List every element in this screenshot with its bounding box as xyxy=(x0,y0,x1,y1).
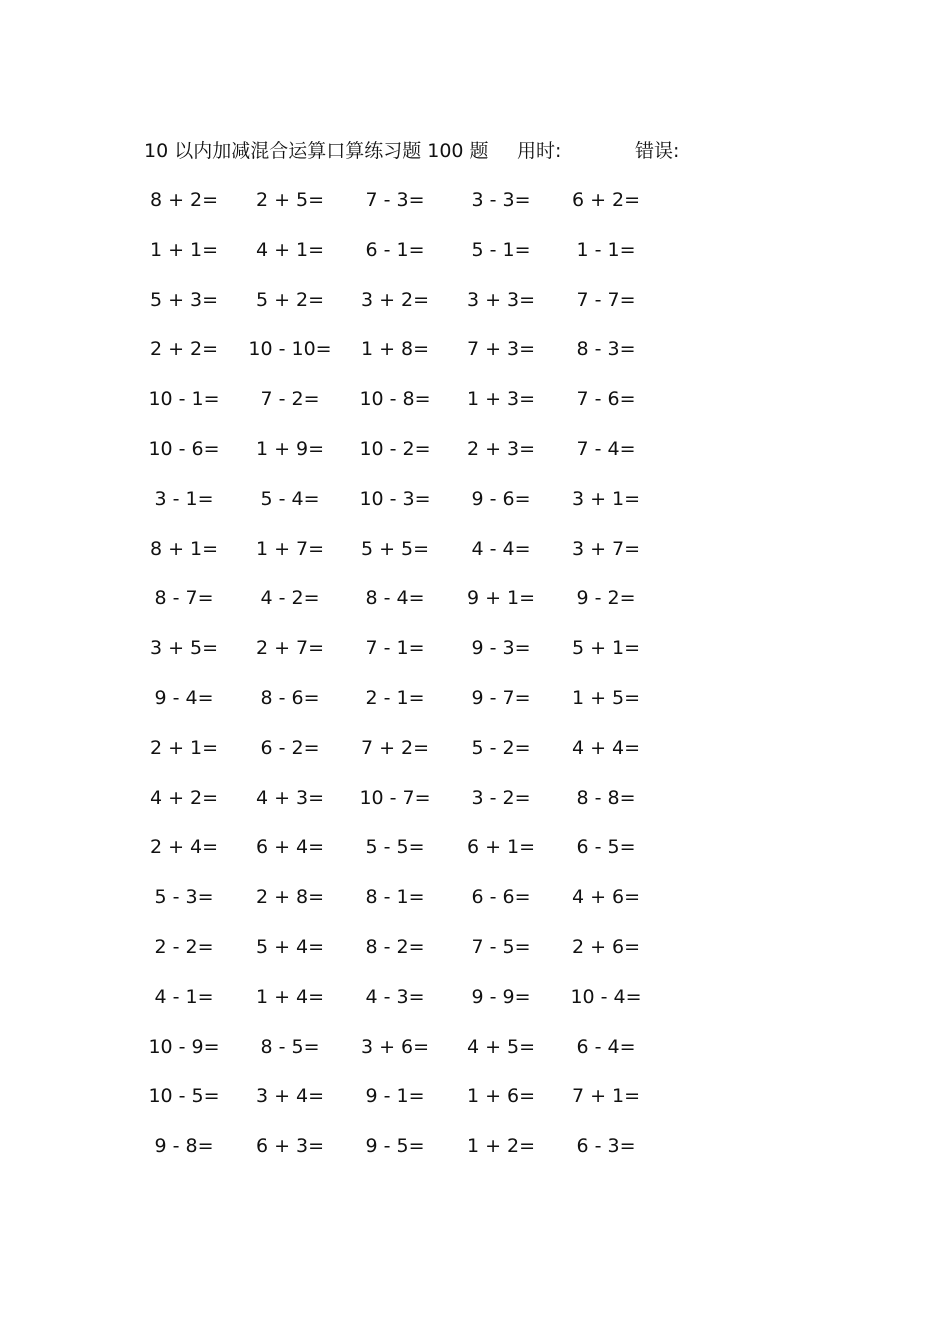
arithmetic-problem: 9 - 9= xyxy=(471,985,531,1008)
problem-row xyxy=(0,233,950,283)
arithmetic-problem: 9 - 2= xyxy=(576,587,636,610)
arithmetic-problem: 5 - 3= xyxy=(154,886,214,909)
problem-row xyxy=(0,980,950,1030)
arithmetic-problem: 5 + 3= xyxy=(149,288,219,311)
arithmetic-problem: 10 - 7= xyxy=(359,786,431,809)
arithmetic-problem: 6 + 2= xyxy=(571,189,641,211)
arithmetic-problem: 6 - 5= xyxy=(576,836,636,859)
arithmetic-problem: 10 - 9= xyxy=(148,1035,220,1058)
arithmetic-problem: 10 - 3= xyxy=(359,487,431,510)
problem-row xyxy=(0,880,950,930)
arithmetic-problem: 10 - 4= xyxy=(570,985,642,1008)
arithmetic-problem: 2 + 1= xyxy=(149,736,219,759)
worksheet-title: 10 以内加减混合运算口算练习题 100 题 xyxy=(144,140,489,162)
arithmetic-problem: 6 - 3= xyxy=(576,1135,636,1158)
arithmetic-problem: 1 + 8= xyxy=(360,338,430,361)
arithmetic-problem: 9 - 6= xyxy=(471,487,531,510)
arithmetic-problem: 7 - 6= xyxy=(576,388,636,411)
problem-row xyxy=(0,183,950,233)
arithmetic-problem: 2 - 1= xyxy=(365,686,425,709)
arithmetic-problem: 1 + 2= xyxy=(466,1135,536,1158)
worksheet-header xyxy=(144,137,744,165)
arithmetic-problem: 4 + 5= xyxy=(466,1035,536,1058)
arithmetic-problem: 6 - 4= xyxy=(576,1035,636,1058)
problem-row xyxy=(0,432,950,482)
problem-row xyxy=(0,930,950,980)
arithmetic-problem: 7 - 4= xyxy=(576,437,636,460)
arithmetic-problem: 8 - 2= xyxy=(365,935,425,958)
problem-row xyxy=(0,332,950,382)
arithmetic-problem: 6 - 2= xyxy=(260,736,320,759)
problem-row xyxy=(0,1079,950,1129)
arithmetic-problem: 3 + 6= xyxy=(360,1035,430,1058)
arithmetic-problem: 8 + 1= xyxy=(149,537,219,560)
arithmetic-problem: 2 + 5= xyxy=(255,189,325,211)
time-used-label: 用时: xyxy=(517,140,562,162)
arithmetic-problem: 1 + 3= xyxy=(466,388,536,411)
arithmetic-problem: 1 + 1= xyxy=(149,238,219,261)
arithmetic-problem: 10 - 1= xyxy=(148,388,220,411)
arithmetic-problem: 5 + 1= xyxy=(571,637,641,660)
problem-row xyxy=(0,731,950,781)
problem-row xyxy=(0,581,950,631)
arithmetic-problem: 4 - 3= xyxy=(365,985,425,1008)
arithmetic-problem: 8 - 6= xyxy=(260,686,320,709)
arithmetic-problem: 7 + 3= xyxy=(466,338,536,361)
arithmetic-problem: 1 + 4= xyxy=(255,985,325,1008)
arithmetic-problem: 4 - 1= xyxy=(154,985,214,1008)
arithmetic-problem: 3 - 3= xyxy=(471,189,531,211)
arithmetic-problem: 3 + 1= xyxy=(571,487,641,510)
arithmetic-problem: 4 + 2= xyxy=(149,786,219,809)
arithmetic-problem: 2 - 2= xyxy=(154,935,214,958)
arithmetic-problem: 9 - 4= xyxy=(154,686,214,709)
arithmetic-problem: 5 - 1= xyxy=(471,238,531,261)
arithmetic-problem: 7 - 2= xyxy=(260,388,320,411)
arithmetic-problem: 6 + 3= xyxy=(255,1135,325,1158)
arithmetic-problem: 1 + 7= xyxy=(255,537,325,560)
arithmetic-problem: 7 - 7= xyxy=(576,288,636,311)
arithmetic-problem: 2 + 3= xyxy=(466,437,536,460)
arithmetic-problem: 8 + 2= xyxy=(149,189,219,211)
arithmetic-problem: 5 - 2= xyxy=(471,736,531,759)
arithmetic-problem: 5 + 2= xyxy=(255,288,325,311)
arithmetic-problem: 1 + 6= xyxy=(466,1085,536,1108)
arithmetic-problem: 8 - 5= xyxy=(260,1035,320,1058)
arithmetic-problem: 3 + 2= xyxy=(360,288,430,311)
arithmetic-problem: 3 - 2= xyxy=(471,786,531,809)
arithmetic-problem: 10 - 5= xyxy=(148,1085,220,1108)
arithmetic-problem: 8 - 1= xyxy=(365,886,425,909)
arithmetic-problem: 9 - 7= xyxy=(471,686,531,709)
arithmetic-problem: 9 - 3= xyxy=(471,637,531,660)
arithmetic-problem: 9 - 1= xyxy=(365,1085,425,1108)
arithmetic-problem: 6 + 1= xyxy=(466,836,536,859)
arithmetic-problem: 7 - 5= xyxy=(471,935,531,958)
problem-row xyxy=(0,1030,950,1080)
arithmetic-problem: 1 + 5= xyxy=(571,686,641,709)
problem-row xyxy=(0,631,950,681)
arithmetic-problem: 9 - 5= xyxy=(365,1135,425,1158)
arithmetic-problem: 4 + 6= xyxy=(571,886,641,909)
arithmetic-problem: 8 - 8= xyxy=(576,786,636,809)
arithmetic-problem: 2 + 2= xyxy=(149,338,219,361)
arithmetic-problem: 9 + 1= xyxy=(466,587,536,610)
arithmetic-problem: 7 + 2= xyxy=(360,736,430,759)
arithmetic-problem: 2 + 4= xyxy=(149,836,219,859)
arithmetic-problem: 6 - 6= xyxy=(471,886,531,909)
arithmetic-problem: 5 - 5= xyxy=(365,836,425,859)
arithmetic-problem: 5 - 4= xyxy=(260,487,320,510)
arithmetic-problem: 6 - 1= xyxy=(365,238,425,261)
arithmetic-problem: 7 - 3= xyxy=(365,189,425,211)
arithmetic-problem: 3 - 1= xyxy=(154,487,214,510)
problem-row xyxy=(0,830,950,880)
arithmetic-problem: 5 + 4= xyxy=(255,935,325,958)
error-count-label: 错误: xyxy=(635,140,680,162)
arithmetic-problem: 2 + 7= xyxy=(255,637,325,660)
arithmetic-problem: 3 + 3= xyxy=(466,288,536,311)
arithmetic-problem: 4 + 4= xyxy=(571,736,641,759)
problem-row xyxy=(0,482,950,532)
problem-row xyxy=(0,283,950,333)
arithmetic-problem: 7 - 1= xyxy=(365,637,425,660)
arithmetic-problem: 3 + 4= xyxy=(255,1085,325,1108)
arithmetic-problem: 2 + 6= xyxy=(571,935,641,958)
problem-grid xyxy=(0,183,950,1179)
problem-row xyxy=(0,681,950,731)
arithmetic-problem: 8 - 7= xyxy=(154,587,214,610)
arithmetic-problem: 4 + 1= xyxy=(255,238,325,261)
arithmetic-problem: 10 - 8= xyxy=(359,388,431,411)
arithmetic-problem: 10 - 10= xyxy=(248,338,332,361)
arithmetic-problem: 3 + 7= xyxy=(571,537,641,560)
arithmetic-problem: 10 - 6= xyxy=(148,437,220,460)
problem-row xyxy=(0,1129,950,1179)
arithmetic-problem: 8 - 4= xyxy=(365,587,425,610)
arithmetic-problem: 4 - 4= xyxy=(471,537,531,560)
arithmetic-problem: 3 + 5= xyxy=(149,637,219,660)
problem-row xyxy=(0,532,950,582)
arithmetic-problem: 4 - 2= xyxy=(260,587,320,610)
arithmetic-problem: 4 + 3= xyxy=(255,786,325,809)
arithmetic-problem: 1 - 1= xyxy=(576,238,636,261)
problem-row xyxy=(0,781,950,831)
arithmetic-problem: 9 - 8= xyxy=(154,1135,214,1158)
arithmetic-problem: 7 + 1= xyxy=(571,1085,641,1108)
arithmetic-problem: 10 - 2= xyxy=(359,437,431,460)
arithmetic-problem: 2 + 8= xyxy=(255,886,325,909)
arithmetic-problem: 1 + 9= xyxy=(255,437,325,460)
problem-row xyxy=(0,382,950,432)
arithmetic-problem: 6 + 4= xyxy=(255,836,325,859)
arithmetic-problem: 5 + 5= xyxy=(360,537,430,560)
arithmetic-problem: 8 - 3= xyxy=(576,338,636,361)
